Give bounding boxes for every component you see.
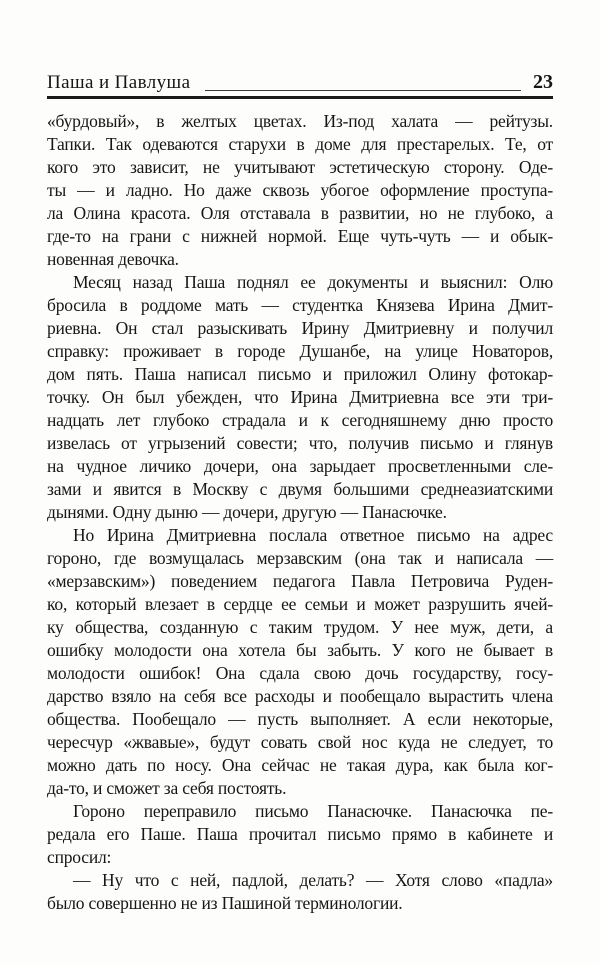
text-line: — Ну что с ней, падлой, делать? — Хотя слово «падла»: [73, 870, 553, 890]
page-body-text: [47, 110, 553, 915]
text-line: общества. Пообещало — пусть выполняет. А если некоторые,: [47, 709, 553, 729]
text-line: точку. Он был убежден, что Ирина Дмитриевна все эти три-: [47, 387, 553, 407]
text-line: кого это зависит, не учитывают эстетическую сторону. Оде-: [47, 157, 553, 177]
text-line: ты — и ладно. Но даже сквозь убогое оформление проступа-: [47, 180, 553, 200]
text-line: ку общества, созданную с таким трудом. У нее муж, дети, а: [47, 617, 553, 637]
text-line: гороно, где возмущалась мерзавским (она так и написала —: [47, 548, 553, 568]
text-line: Но Ирина Дмитриевна послала ответное письмо на адрес: [73, 525, 553, 545]
text-line: извелась от угрызений совести; что, получив письмо и глянув: [47, 433, 553, 453]
text-line: ко, который влезает в сердце ее семьи и может разрушить ячей-: [47, 594, 553, 614]
page-number: 23: [533, 71, 553, 93]
text-line: Тапки. Так одеваются старухи в доме для престарелых. Те, от: [47, 134, 553, 154]
text-line: надцать лет глубоко страдала и к сегодняшнему дню просто: [47, 410, 553, 430]
text-line: было совершенно не из Пашиной терминологии.: [47, 893, 403, 913]
text-line: бросила в роддоме мать — студентка Князева Ирина Дмит-: [47, 295, 553, 315]
text-line: дарство взяло на себя все расходы и пообещало вырастить члена: [47, 686, 553, 706]
text-line: ла Олина красота. Оля отставала в развитии, но не глубоко, а: [47, 203, 553, 223]
text-line: дом пять. Паша написал письмо и приложил Олину фотокар-: [47, 364, 553, 384]
text-line: дынями. Одну дыню — дочери, другую — Панасючке.: [47, 502, 447, 522]
text-line: чересчур «жвавые», будут совать свой нос куда не следует, то: [47, 732, 553, 752]
text-line: новенная девочка.: [47, 249, 179, 269]
text-line: ошибку молодости она хотела бы забыть. У кого не бывает в: [47, 640, 553, 660]
text-line: да-то, и сможет за себя постоять.: [47, 778, 287, 798]
text-line: на чудное личико дочери, она зарыдает просветленными сле-: [47, 456, 553, 476]
text-line: справку: проживает в городе Душанбе, на улице Новаторов,: [47, 341, 553, 361]
text-line: зами и явится в Москву с двумя большими среднеазиатскими: [47, 479, 553, 499]
running-head-title: Паша и Павлуша: [47, 72, 191, 93]
text-line: Месяц назад Паша поднял ее документы и выяснил: Олю: [73, 272, 553, 292]
text-line: можно дать по носу. Она сейчас не такая дура, как была ког-: [47, 755, 553, 775]
text-line: молодости ошибок! Она сдала свою дочь государству, госу-: [47, 663, 553, 683]
text-line: редала его Паше. Паша прочитал письмо прямо в кабинете и: [47, 824, 553, 844]
text-line: риевна. Он стал разыскивать Ирину Дмитриевну и получил: [47, 318, 553, 338]
text-line: спросил:: [47, 847, 112, 867]
header-thin-rule: [205, 90, 521, 91]
text-line: «бурдовый», в желтых цветах. Из-под халата — рейтузы.: [47, 111, 553, 131]
page-header: [47, 68, 553, 92]
text-line: где-то на грани с нижней нормой. Еще чуть-чуть — и обык-: [47, 226, 553, 246]
header-thick-rule: [47, 96, 553, 99]
text-line: Гороно переправило письмо Панасючке. Панасючка пе-: [73, 801, 553, 821]
text-line: «мерзавским») поведением педагога Павла Петровича Руден-: [47, 571, 553, 591]
